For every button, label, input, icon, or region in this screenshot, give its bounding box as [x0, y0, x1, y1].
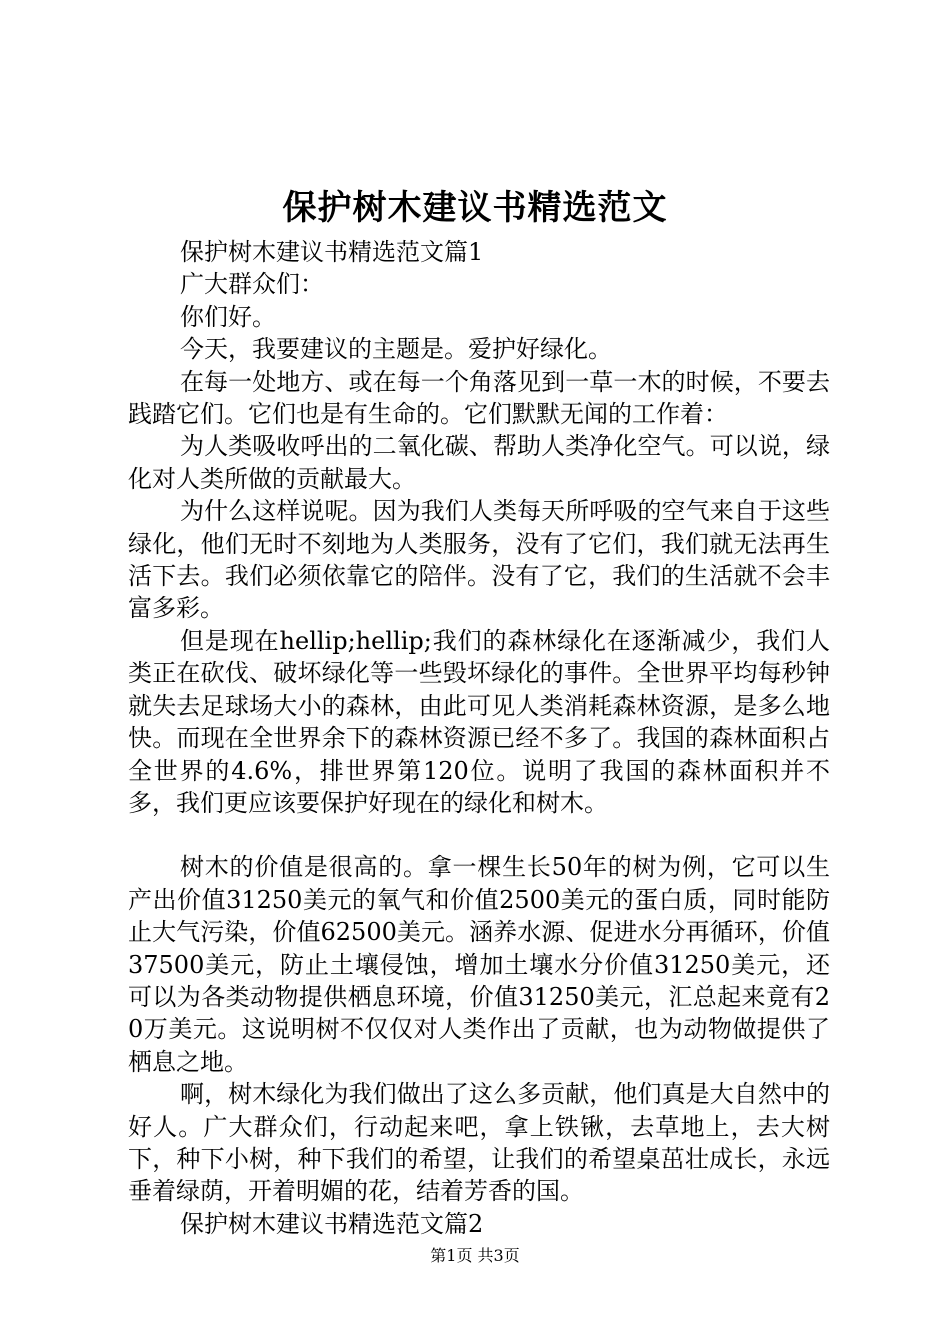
document-body	[128, 236, 830, 1240]
section-heading-2: 保护树木建议书精选范文篇2	[180, 1209, 484, 1238]
paragraph: 为人类吸收呼出的二氧化碳、帮助人类净化空气。可以说，绿化对人类所做的贡献最大。	[128, 432, 830, 493]
paragraph: 今天，我要建议的主题是。爱护好绿化。	[180, 335, 612, 364]
paragraph: 啊，树木绿化为我们做出了这么多贡献，他们真是大自然中的好人。广大群众们，行动起来吧，拿上铁锹，去草地上，去大树下，种下小树，种下我们的希望，让我们的希望桌茁壮成长，永远垂着绿荫，开着明媚的花，结着芳香的国。	[128, 1080, 830, 1206]
greeting: 你们好。	[180, 302, 276, 331]
page-number-footer: 第1页 共3页	[430, 1246, 520, 1265]
section-heading-1: 保护树木建议书精选范文篇1	[180, 238, 484, 266]
paragraph-spacer	[128, 819, 830, 851]
salutation: 广大群众们：	[180, 270, 324, 299]
paragraph: 在每一处地方、或在每一个角落见到一草一木的时候，不要去践踏它们。它们也是有生命的。它们默默无闻的工作着：	[128, 367, 830, 429]
paragraph: 但是现在hellip;hellip;我们的森林绿化在逐渐减少，我们人类正在砍伐、破坏绿化等一些毁坏绿化的事件。全世界平均每秒钟就失去足球场大小的森林，由此可见人类消耗森林资源，是多么地快。而现在全世界余下的森林资源已经不多了。我国的森林面积占全世界的4.6%，排世界第120位。说明了我国的森林面积并不多，我们更应该要保护好现在的绿化和树木。	[128, 626, 830, 817]
paragraph: 树木的价值是很高的。拿一棵生长50年的树为例，它可以生产出价值31250美元的氧气和价值2500美元的蛋白质，同时能防止大气污染，价值62500美元。涵养水源、促进水分再循环，价值37500美元，防止土壤侵蚀，增加土壤水分价值31250美元，还可以为各类动物提供栖息环境，价值31250美元，汇总起来竟有20万美元。这说明树不仅仅对人类作出了贡献，也为动物做提供了栖息之地。	[128, 853, 830, 1076]
paragraph: 为什么这样说呢。因为我们人类每天所呼吸的空气来自于这些绿化，他们无时不刻地为人类服务，没有了它们，我们就无法再生活下去。我们必须依靠它的陪伴。没有了它，我们的生活就不会丰富多彩。	[128, 497, 830, 623]
page-title: 保护树木建议书精选范文	[282, 188, 668, 228]
